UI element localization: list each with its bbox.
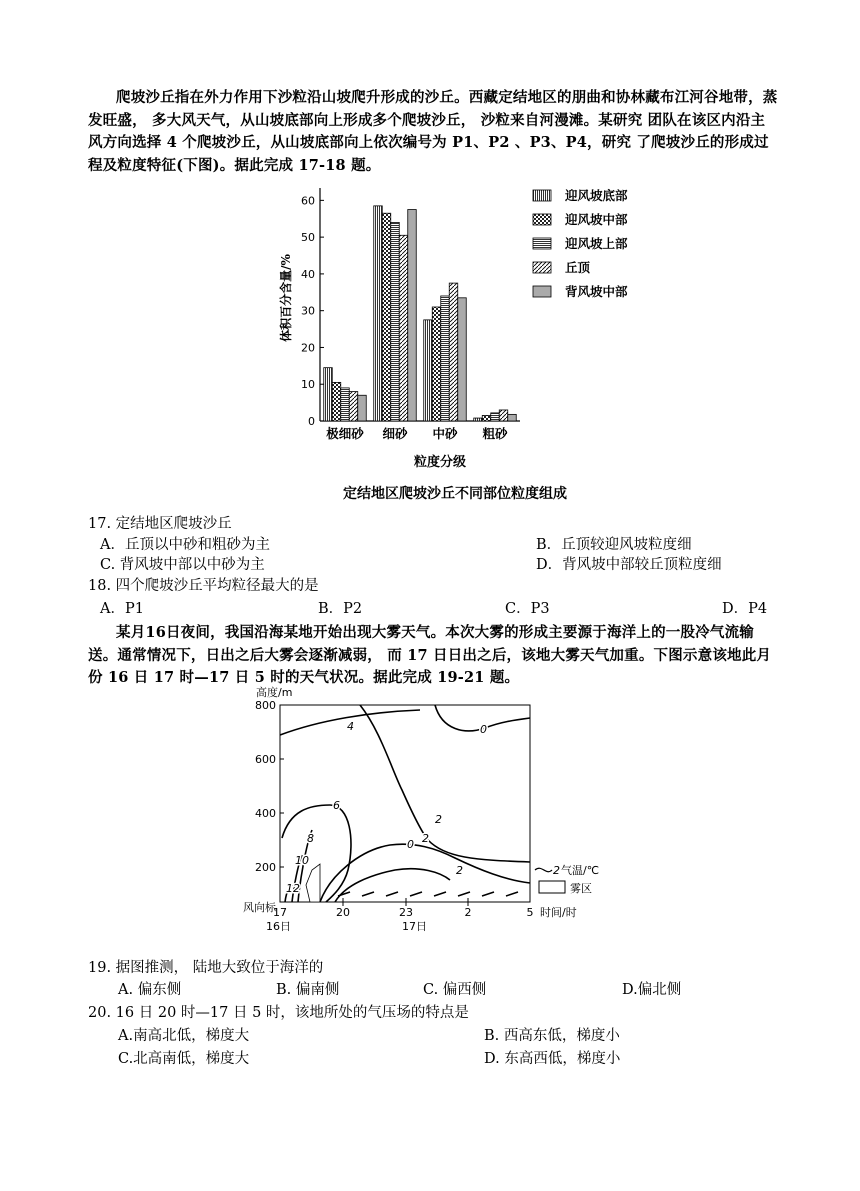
chart1-ytick-label: 10 xyxy=(301,378,315,392)
xtick-23: 23 xyxy=(399,906,413,919)
q18-option-b[interactable]: B．P2 xyxy=(318,601,363,617)
isotherm-2-inner xyxy=(335,869,450,902)
isotherm-label-0-fog: 0 xyxy=(407,838,414,851)
isotherm-label-12: 12 xyxy=(286,882,300,895)
chart1-legend-swatch xyxy=(533,190,551,201)
chart1-bar xyxy=(399,235,408,421)
q20-option-d[interactable]: D. 东高西低，梯度小 xyxy=(484,1051,621,1067)
isotherm-label-2-main: 2 xyxy=(435,813,442,826)
fog-region xyxy=(306,864,320,902)
isotherm-label-2-fog: 2 xyxy=(422,832,429,845)
chart1-bar xyxy=(449,283,458,421)
chart1-caption: 定结地区爬坡沙丘不同部位粒度组成 xyxy=(343,486,567,502)
chart1-ytick-label: 30 xyxy=(301,304,315,318)
q18-option-c[interactable]: C．P3 xyxy=(505,601,550,617)
q17-option-d[interactable]: D．背风坡中部较丘顶粒度细 xyxy=(536,557,722,573)
chart1-bar xyxy=(358,395,367,421)
chart1-bar xyxy=(432,307,441,421)
chart1-ytick-label: 60 xyxy=(301,194,315,208)
legend-temp-label: 气温/℃ xyxy=(561,864,600,877)
chart1-category-label: 细砂 xyxy=(382,426,408,441)
chart1-legend-swatch xyxy=(533,262,551,273)
q19-option-b[interactable]: B. 偏南侧 xyxy=(276,982,340,998)
chart1-bar xyxy=(408,210,417,421)
chart1-bar xyxy=(324,368,333,421)
fog-isotherm-diagram xyxy=(230,680,610,950)
q20-option-c[interactable]: C.北高南低，梯度大 xyxy=(118,1051,250,1067)
q17-option-b[interactable]: B．丘顶较迎风坡粒度细 xyxy=(536,537,692,553)
chart1-bar xyxy=(508,414,517,421)
chart1-legend-label: 迎风坡中部 xyxy=(565,212,628,227)
isotherm-label-6: 6 xyxy=(333,799,340,812)
chart1-bar xyxy=(441,296,450,421)
chart1-category-label: 粗砂 xyxy=(482,426,508,441)
ytick-400: 400 xyxy=(255,807,276,820)
day-16-label: 16日 xyxy=(266,920,291,933)
q20-option-b[interactable]: B. 西高东低，梯度小 xyxy=(484,1028,620,1044)
chart1-bar xyxy=(349,392,358,421)
legend-fog-label: 雾区 xyxy=(570,882,592,895)
q18-option-d[interactable]: D．P4 xyxy=(722,601,768,617)
chart1-legend-label: 迎风坡上部 xyxy=(565,236,628,251)
isotherm-label-0-top: 0 xyxy=(480,723,487,736)
chart1-bar xyxy=(491,413,500,421)
chart1-ytick-label: 20 xyxy=(301,341,315,355)
chart1-bar xyxy=(474,418,483,421)
chart1-bar xyxy=(499,410,508,421)
chart1-bar xyxy=(391,222,400,421)
chart1-ylabel: 体积百分含量/% xyxy=(279,254,293,342)
question-19-stem: 19. 据图推测， 陆地大致位于海洋的 xyxy=(88,960,324,976)
chart1-legend-swatch xyxy=(533,238,551,249)
diagram-legend xyxy=(535,863,599,895)
legend-temp-sample: 2 xyxy=(553,864,560,877)
chart1-legend-label: 迎风坡底部 xyxy=(565,188,628,203)
intro-paragraph-1: 爬坡沙丘指在外力作用下沙粒沿山坡爬升形成的沙丘。西藏定结地区的朋曲和协林藏布江河谷地带，蒸发旺盛， 多大风天气，从山坡底部向上形成多个爬坡沙丘， 沙粒来自河漫滩。某研究 团队在该区内沿主风方向选择 4 个爬坡沙丘，从山坡底部向上依次编号为 P1、P2 、P3、P4，研究 了爬坡沙丘的形成过程及粒度特征(下图)。据此完成 17-18 题。 xyxy=(88,89,778,174)
chart1-bar xyxy=(332,382,341,421)
q19-option-c[interactable]: C. 偏西侧 xyxy=(423,982,487,998)
wind-vane-label: 风向标 xyxy=(243,901,276,914)
chart1-bar xyxy=(458,298,467,421)
isotherm-label-10: 10 xyxy=(295,854,309,867)
legend-fog-swatch xyxy=(539,881,565,893)
chart1-legend-label: 背风坡中部 xyxy=(565,284,628,299)
chart1-bar xyxy=(341,388,350,421)
chart1-legend-swatch xyxy=(533,286,551,297)
question-20-stem: 20. 16 日 20 时—17 日 5 时，该地所处的气压场的特点是 xyxy=(88,1005,469,1021)
xtick-5: 5 xyxy=(526,906,534,919)
chart1-bar xyxy=(482,415,491,421)
day-17-label: 17日 xyxy=(402,920,427,933)
isotherm-label-2-inner: 2 xyxy=(456,864,463,877)
chart1-ytick-label: 0 xyxy=(308,415,315,428)
xtick-17: 17 xyxy=(273,906,287,919)
y-axis-title: 高度/m xyxy=(256,686,293,699)
isotherm-label-8: 8 xyxy=(307,832,314,845)
q20-option-a[interactable]: A.南高北低，梯度大 xyxy=(118,1028,250,1044)
chart1-bar xyxy=(374,206,383,421)
isotherm-2-main xyxy=(360,705,530,862)
xtick-2: 2 xyxy=(464,906,472,919)
chart1-bar xyxy=(382,213,391,421)
chart1-category-label: 中砂 xyxy=(432,426,458,441)
isotherm-label-4: 4 xyxy=(347,720,354,733)
chart1-ytick-label: 50 xyxy=(301,231,315,245)
chart1-bar xyxy=(424,320,433,421)
chart1-ytick-label: 40 xyxy=(301,267,315,281)
ytick-800: 800 xyxy=(255,699,276,712)
q19-option-a[interactable]: A. 偏东侧 xyxy=(118,982,182,998)
intro-paragraph-2: 某月16日夜间，我国沿海某地开始出现大雾天气。本次大雾的形成主要源于海洋上的一股冷气流输送。通常情况下，日出之后大雾会逐渐减弱， 而 17 日日出之后，该地大雾天气加重。下图示意该地此月份 16 日 17 时—17 日 5 时的天气状况。据此完成 19-21 题。 xyxy=(88,624,772,686)
q18-option-a[interactable]: A．P1 xyxy=(100,601,144,617)
chart1-legend-swatch xyxy=(533,214,551,225)
x-axis-title: 时间/时 xyxy=(540,906,577,919)
question-18-stem: 18. 四个爬坡沙丘平均粒径最大的是 xyxy=(88,578,319,594)
chart1-category-label: 极细砂 xyxy=(326,426,364,441)
grain-size-bar-chart xyxy=(270,178,670,508)
chart1-legend-label: 丘顶 xyxy=(565,260,591,275)
q17-option-a[interactable]: A．丘顶以中砂和粗砂为主 xyxy=(100,537,270,553)
ytick-200: 200 xyxy=(255,861,276,874)
question-17-stem: 17. 定结地区爬坡沙丘 xyxy=(88,516,232,532)
ytick-600: 600 xyxy=(255,753,276,766)
q17-option-c[interactable]: C. 背风坡中部以中砂为主 xyxy=(100,557,265,573)
xtick-20: 20 xyxy=(336,906,350,919)
q19-option-d[interactable]: D.偏北侧 xyxy=(622,982,682,998)
chart1-xlabel: 粒度分级 xyxy=(413,455,467,470)
